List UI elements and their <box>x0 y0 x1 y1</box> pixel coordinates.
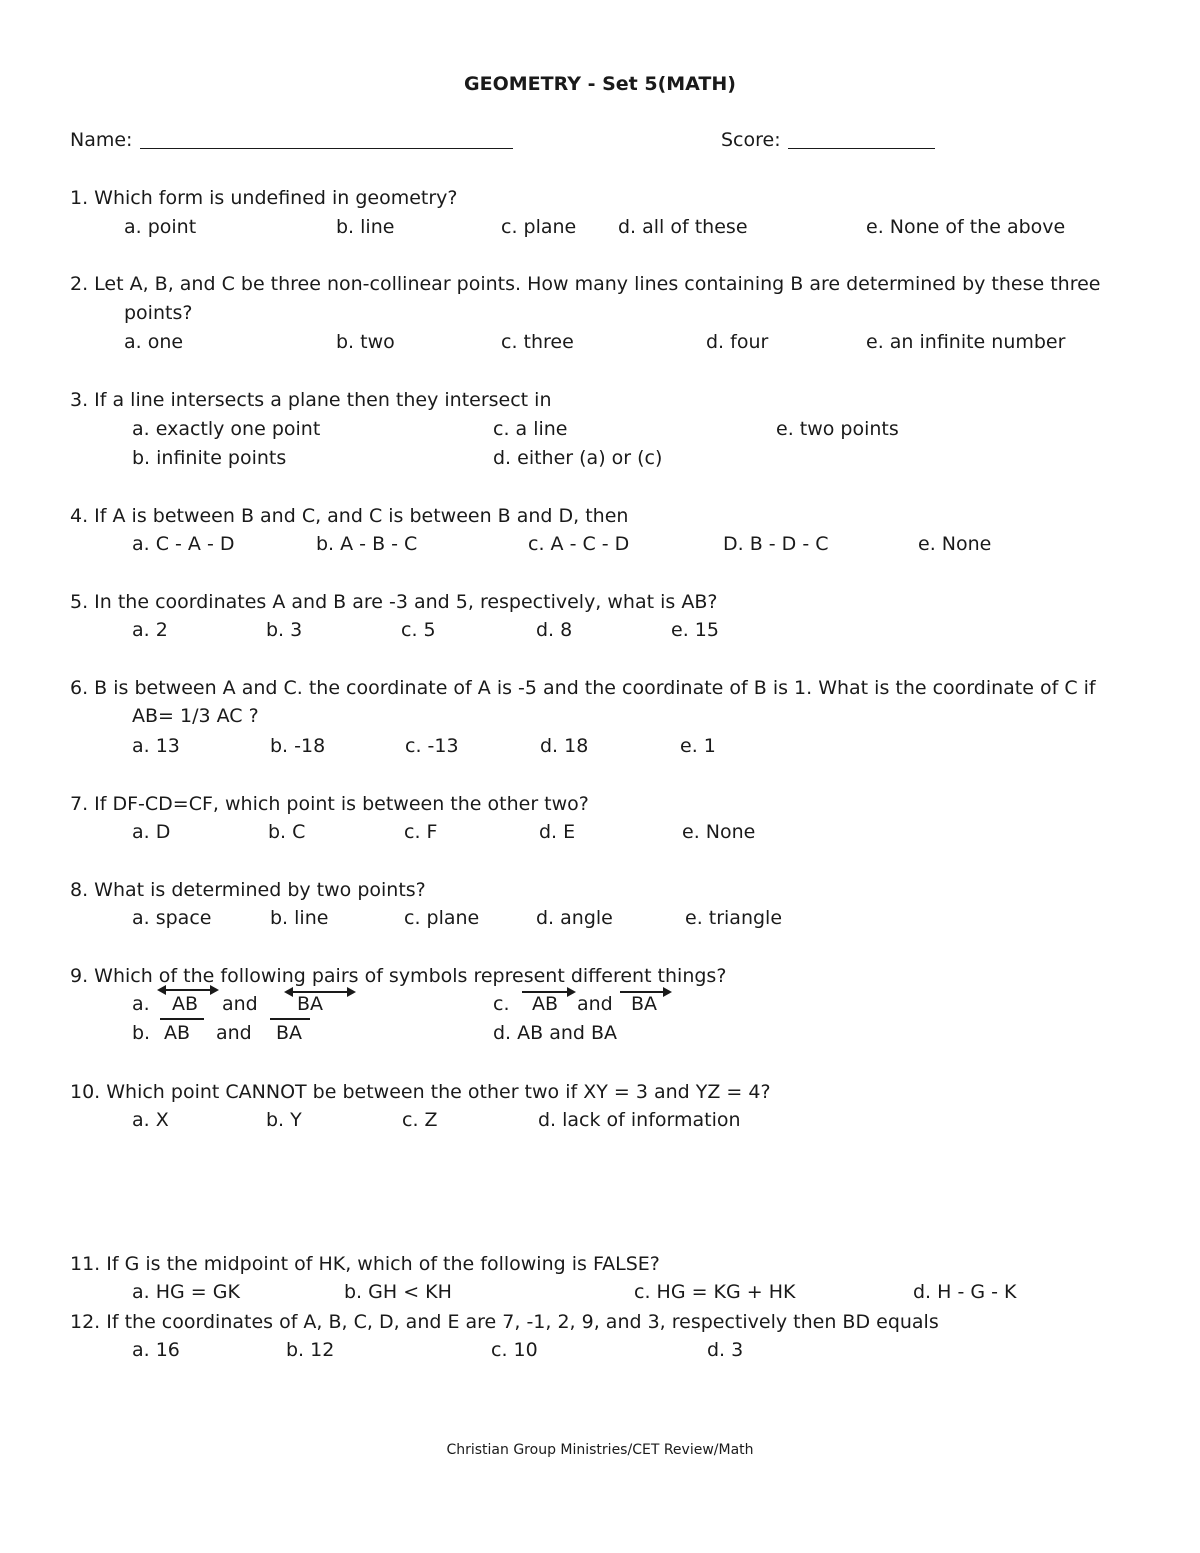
q10-option-b[interactable]: b. Y <box>266 1109 302 1131</box>
q7-option-b[interactable]: b. C <box>268 821 306 843</box>
q1-option-b[interactable]: b. line <box>336 216 395 238</box>
q11-option-d[interactable]: d. H - G - K <box>913 1281 1017 1303</box>
q6-option-a[interactable]: a. 13 <box>132 735 180 757</box>
q3-option-a[interactable]: a. exactly one point <box>132 418 321 440</box>
q9a-symbol-2-label: BA <box>297 993 324 1015</box>
q1-option-e[interactable]: e. None of the above <box>866 216 1066 238</box>
q9b-symbol-1-label: AB <box>164 1022 191 1044</box>
q4-option-b[interactable]: b. A - B - C <box>316 533 418 555</box>
q9c-symbol-2-label: BA <box>631 993 658 1015</box>
q2-option-c[interactable]: c. three <box>501 331 574 353</box>
name-blank-line[interactable] <box>140 148 513 149</box>
question-7-stem: 7. If DF-CD=CF, which point is between the other two? <box>70 793 589 815</box>
q2-option-e[interactable]: e. an infinite number <box>866 331 1066 353</box>
q4-option-c[interactable]: c. A - C - D <box>528 533 630 555</box>
q5-option-a[interactable]: a. 2 <box>132 619 168 641</box>
question-5-stem: 5. In the coordinates A and B are -3 and 5, respectively, what is AB? <box>70 591 718 613</box>
q5-option-b[interactable]: b. 3 <box>266 619 303 641</box>
q2-option-a[interactable]: a. one <box>124 331 184 353</box>
line-symbol-double-arrow-icon <box>157 983 219 997</box>
q8-option-b[interactable]: b. line <box>270 907 329 929</box>
q7-option-c[interactable]: c. F <box>404 821 438 843</box>
q6-option-d[interactable]: d. 18 <box>540 735 589 757</box>
q11-option-b[interactable]: b. GH < KH <box>344 1281 452 1303</box>
q11-option-a[interactable]: a. HG = GK <box>132 1281 240 1303</box>
q9c-symbol-1-label: AB <box>532 993 559 1015</box>
q7-option-a[interactable]: a. D <box>132 821 171 843</box>
question-9-stem: 9. Which of the following pairs of symbols represent different things? <box>70 965 727 987</box>
q3-option-e[interactable]: e. two points <box>776 418 899 440</box>
q8-option-d[interactable]: d. angle <box>536 907 613 929</box>
segment-symbol-bar-icon <box>160 1017 204 1021</box>
q7-option-e[interactable]: e. None <box>682 821 756 843</box>
segment-symbol-bar-icon <box>270 1017 310 1021</box>
question-2-stem: 2. Let A, B, and C be three non-collinear points. How many lines containing B are determined by these three <box>70 273 1101 295</box>
q4-option-a[interactable]: a. C - A - D <box>132 533 235 555</box>
question-12-stem: 12. If the coordinates of A, B, C, D, and E are 7, -1, 2, 9, and 3, respectively then BD equals <box>70 1311 939 1333</box>
q9c-and: and <box>577 993 613 1015</box>
page-title: GEOMETRY - Set 5(MATH) <box>464 73 736 95</box>
q9-option-c[interactable]: c. <box>493 993 510 1015</box>
q11-option-c[interactable]: c. HG = KG + HK <box>634 1281 796 1303</box>
q12-option-a[interactable]: a. 16 <box>132 1339 180 1361</box>
q8-option-c[interactable]: c. plane <box>404 907 480 929</box>
q10-option-c[interactable]: c. Z <box>402 1109 438 1131</box>
question-11-stem: 11. If G is the midpoint of HK, which of the following is FALSE? <box>70 1253 660 1275</box>
q1-option-d[interactable]: d. all of these <box>618 216 748 238</box>
question-6-stem-cont: AB= 1/3 AC ? <box>132 705 259 727</box>
q5-option-c[interactable]: c. 5 <box>401 619 436 641</box>
q4-option-e[interactable]: e. None <box>918 533 992 555</box>
q8-option-a[interactable]: a. space <box>132 907 212 929</box>
q2-option-d[interactable]: d. four <box>706 331 769 353</box>
score-blank-line[interactable] <box>788 148 935 149</box>
question-3-stem: 3. If a line intersects a plane then they intersect in <box>70 389 552 411</box>
question-2-stem-cont: points? <box>124 302 193 324</box>
q7-option-d[interactable]: d. E <box>539 821 576 843</box>
q5-option-e[interactable]: e. 15 <box>671 619 719 641</box>
q9b-and: and <box>216 1022 252 1044</box>
q1-option-c[interactable]: c. plane <box>501 216 577 238</box>
question-8-stem: 8. What is determined by two points? <box>70 879 426 901</box>
q9-option-d[interactable]: d. AB and BA <box>493 1022 618 1044</box>
q9-option-a[interactable]: a. <box>132 993 150 1015</box>
q12-option-d[interactable]: d. 3 <box>707 1339 744 1361</box>
q10-option-a[interactable]: a. X <box>132 1109 169 1131</box>
ray-symbol-arrow-icon <box>522 985 576 999</box>
page-footer: Christian Group Ministries/CET Review/Math <box>446 1442 754 1458</box>
q8-option-e[interactable]: e. triangle <box>685 907 783 929</box>
q3-option-d[interactable]: d. either (a) or (c) <box>493 447 663 469</box>
q1-option-a[interactable]: a. point <box>124 216 197 238</box>
q9b-symbol-2-label: BA <box>276 1022 303 1044</box>
q6-option-e[interactable]: e. 1 <box>680 735 716 757</box>
q6-option-c[interactable]: c. -13 <box>405 735 459 757</box>
q2-option-b[interactable]: b. two <box>336 331 395 353</box>
q9a-and: and <box>222 993 258 1015</box>
question-6-stem: 6. B is between A and C. the coordinate of A is -5 and the coordinate of B is 1. What is the coordinate of C if <box>70 677 1096 699</box>
q9-option-b[interactable]: b. <box>132 1022 151 1044</box>
line-symbol-double-arrow-icon <box>284 985 356 999</box>
q4-option-d[interactable]: D. B - D - C <box>723 533 829 555</box>
q3-option-c[interactable]: c. a line <box>493 418 568 440</box>
q6-option-b[interactable]: b. -18 <box>270 735 326 757</box>
question-4-stem: 4. If A is between B and C, and C is between B and D, then <box>70 505 629 527</box>
q5-option-d[interactable]: d. 8 <box>536 619 573 641</box>
q10-option-d[interactable]: d. lack of information <box>538 1109 741 1131</box>
q12-option-b[interactable]: b. 12 <box>286 1339 335 1361</box>
q12-option-c[interactable]: c. 10 <box>491 1339 538 1361</box>
name-label: Name: <box>70 129 133 151</box>
score-label: Score: <box>721 129 781 151</box>
question-1-stem: 1. Which form is undefined in geometry? <box>70 187 458 209</box>
q3-option-b[interactable]: b. infinite points <box>132 447 287 469</box>
q9a-symbol-1-label: AB <box>172 993 199 1015</box>
ray-symbol-arrow-icon <box>620 985 672 999</box>
question-10-stem: 10. Which point CANNOT be between the other two if XY = 3 and YZ = 4? <box>70 1081 771 1103</box>
